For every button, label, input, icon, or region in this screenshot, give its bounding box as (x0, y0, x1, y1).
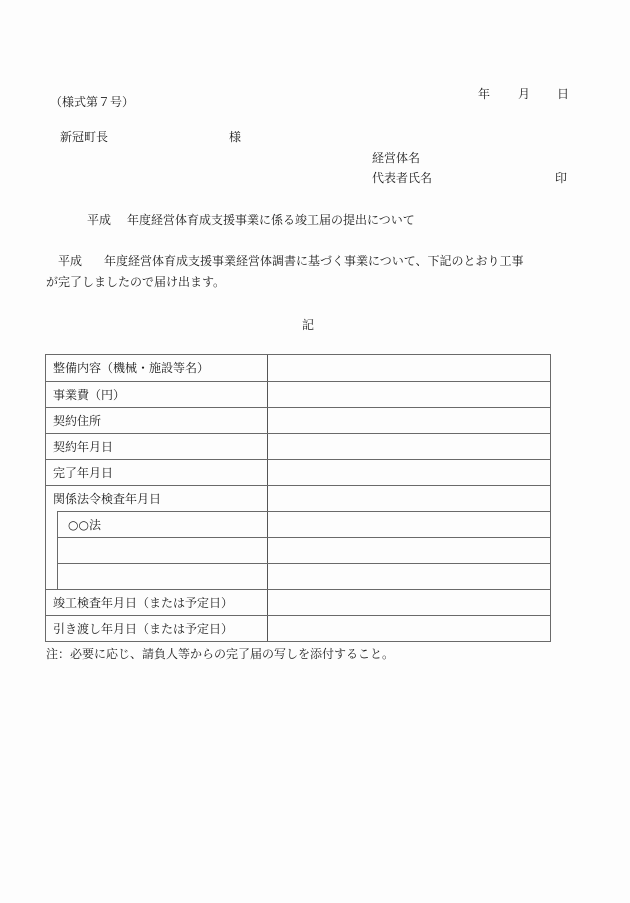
table-row (46, 485, 550, 511)
subject-era: 平成 (87, 213, 112, 227)
table-row-sub (57, 511, 550, 537)
table-row-sub (57, 537, 550, 563)
representative-name-label: 代表者氏名 (372, 171, 433, 185)
row-label: 完了年月日 (53, 466, 114, 480)
date-year-label: 年 (478, 87, 491, 101)
table-row (46, 381, 550, 407)
addressee-honorific: 様 (229, 130, 242, 144)
row-label: 関係法令検査年月日 (53, 492, 162, 506)
body-line-1: 年度経営体育成支援事業経営体調書に基づく事業について、下記のとおり工事 (104, 254, 524, 268)
report-table (45, 354, 551, 642)
table-row (46, 459, 550, 485)
table-row (46, 407, 550, 433)
row-label: 契約年月日 (53, 440, 114, 454)
row-label: 竣工検査年月日（または予定日） (53, 596, 234, 610)
row-label: 引き渡し年月日（または予定日） (53, 622, 234, 636)
row-label: ○○法 (68, 518, 101, 532)
table-row (46, 615, 550, 641)
row-label: 整備内容（機械・施設等名） (53, 361, 210, 375)
row-label: 契約住所 (53, 414, 102, 428)
table-row (46, 589, 550, 615)
org-name-label: 経営体名 (372, 151, 421, 165)
ki-heading: 記 (302, 318, 315, 332)
row-label: 事業費（円） (53, 388, 126, 402)
subject-title: 年度経営体育成支援事業に係る竣工届の提出について (127, 213, 415, 227)
table-row (46, 355, 550, 381)
body-era: 平成 (58, 254, 83, 268)
date-month-label: 月 (518, 87, 531, 101)
addressee-title: 新冠町長 (60, 130, 109, 144)
footnote: 注：必要に応じ、請負人等からの完了届の写しを添付すること。 (46, 647, 395, 661)
body-line-2: が完了しましたので届け出ます。 (46, 275, 226, 289)
seal-mark: 印 (555, 171, 568, 185)
form-number: （様式第７号） (50, 95, 135, 109)
date-day-label: 日 (557, 87, 570, 101)
table-row (46, 433, 550, 459)
table-row-sub (57, 563, 550, 589)
